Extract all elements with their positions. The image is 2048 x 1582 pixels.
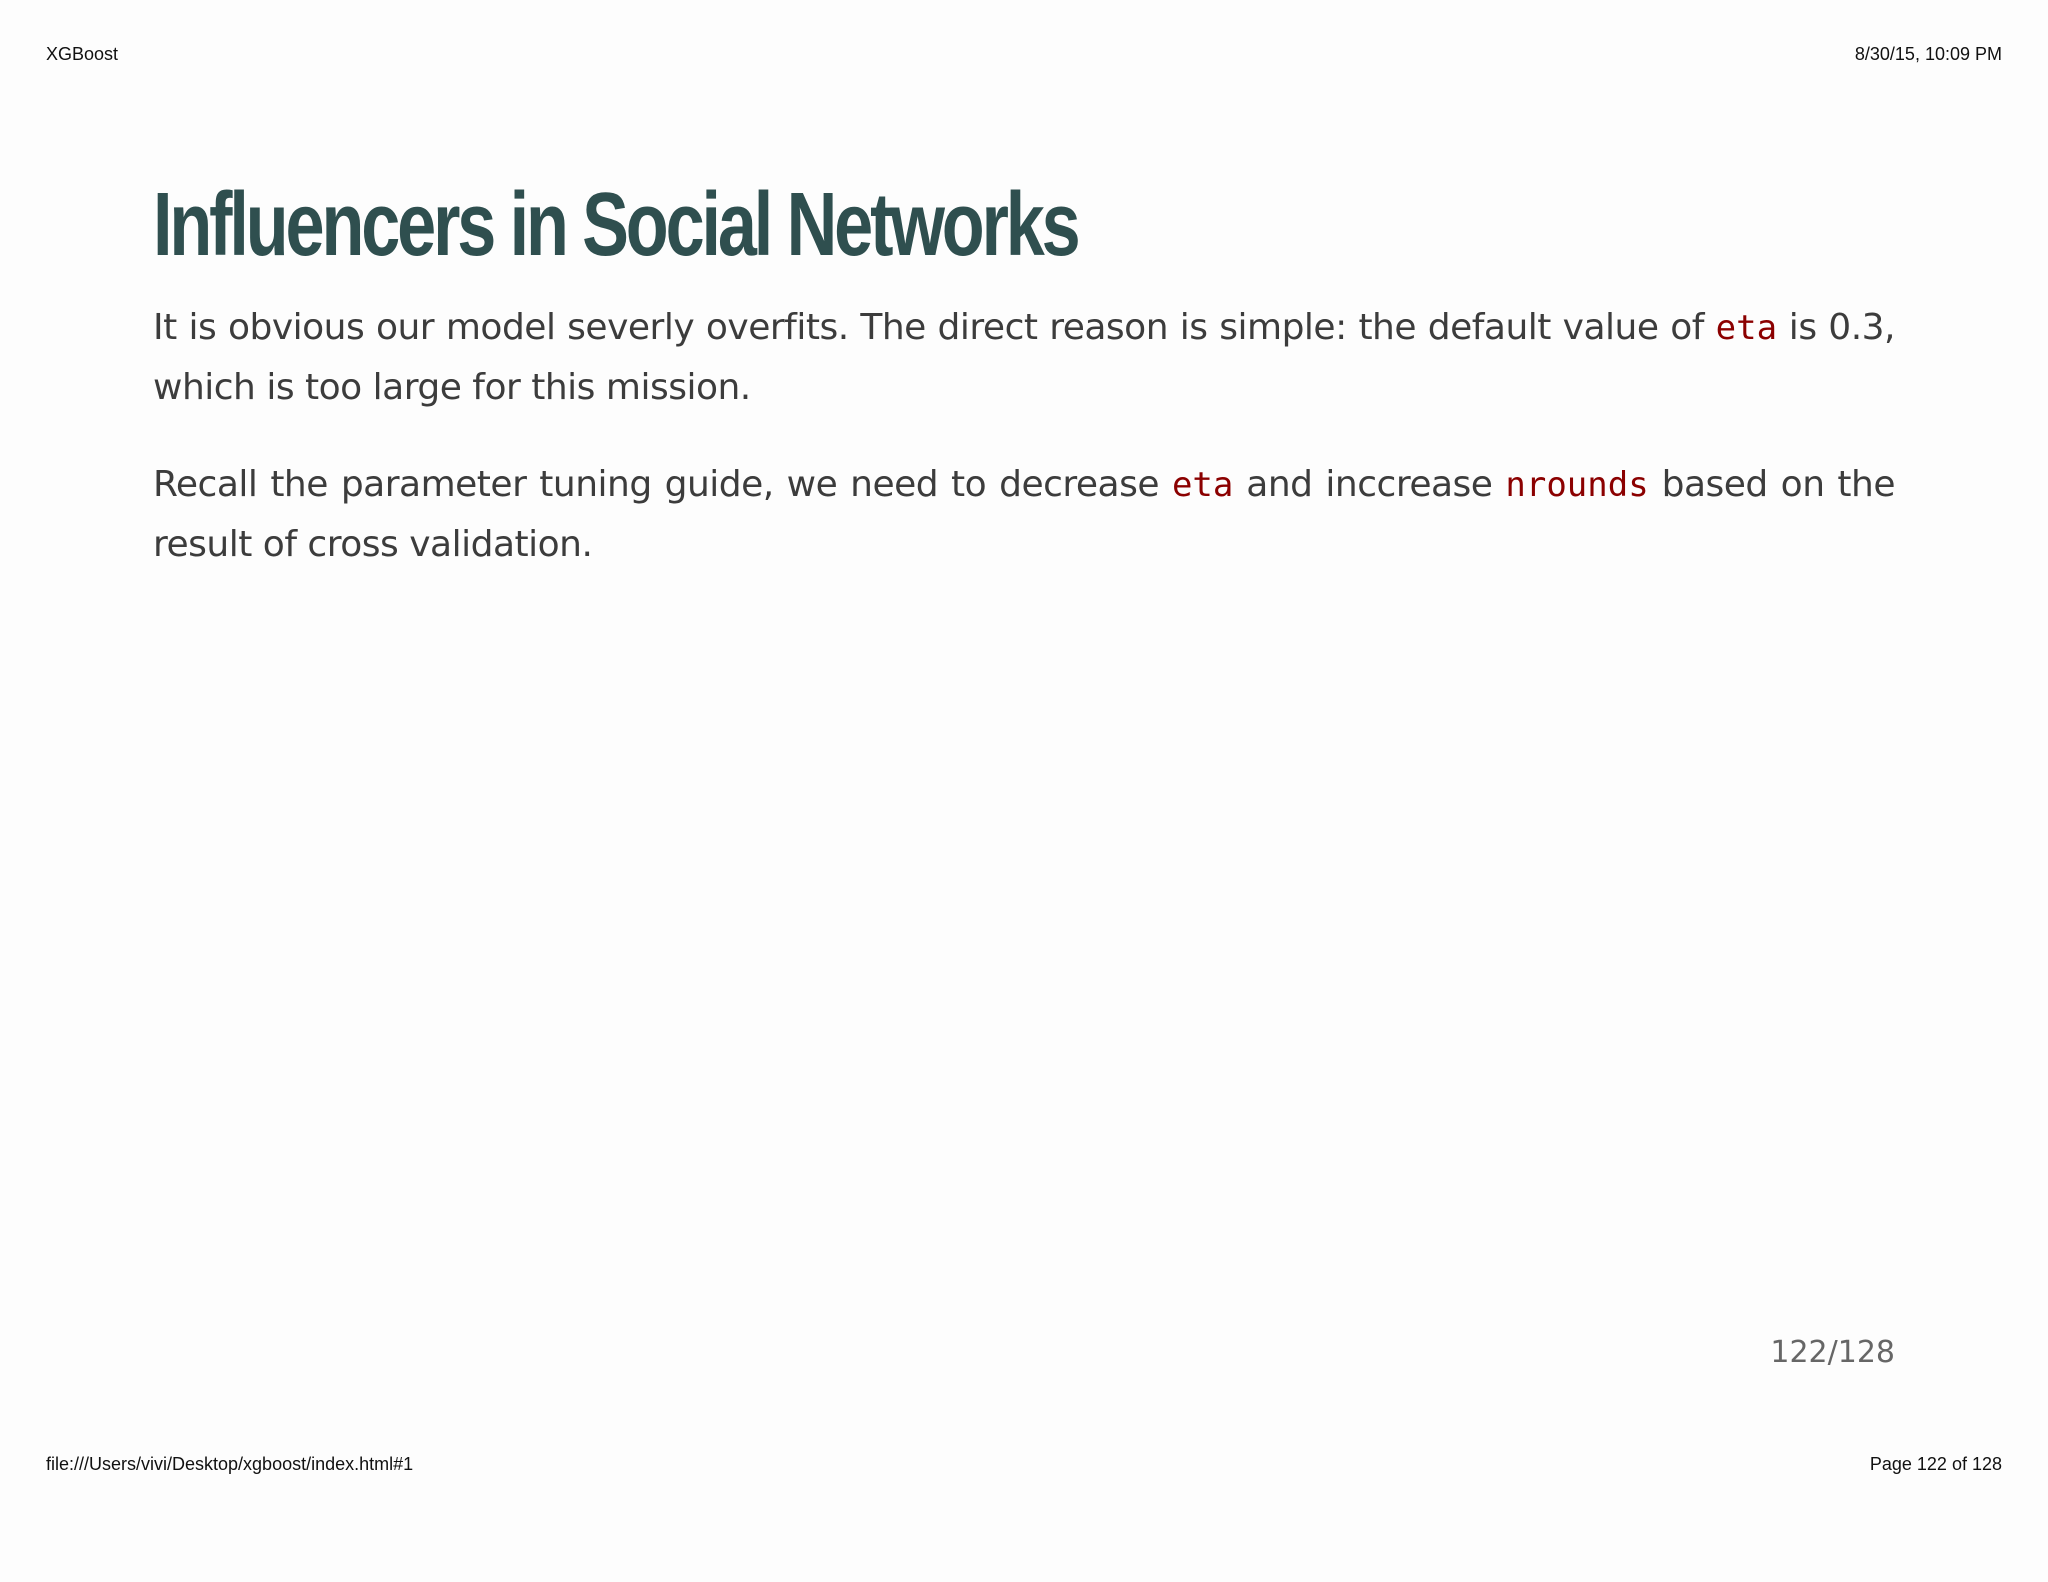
code-eta: eta: [1715, 308, 1778, 348]
slide-number: 122/128: [1770, 1335, 1895, 1370]
paragraph-text: based on the result of cross validation.: [153, 464, 1896, 565]
print-header-title: XGBoost: [46, 44, 119, 64]
paragraph-tuning: [153, 455, 1895, 575]
code-nrounds: nrounds: [1505, 465, 1649, 505]
print-footer-url: file:///Users/vivi/Desktop/xgboost/index.html#1: [46, 1454, 414, 1474]
paragraph-text: and inccrease: [1233, 464, 1506, 505]
code-eta: eta: [1171, 465, 1234, 505]
paragraph-overfit: [153, 298, 1895, 418]
print-header-timestamp: 8/30/15, 10:09 PM: [1854, 44, 2002, 64]
paragraph-text: Recall the parameter tuning guide, we need to decrease: [153, 464, 1172, 505]
paragraph-text: is 0.3, which is too large for this mission.: [153, 307, 1895, 408]
print-footer-page-count: Page 122 of 128: [1869, 1454, 2002, 1474]
paragraph-text: It is obvious our model severly overfits. The direct reason is simple: the default value of: [153, 307, 1716, 348]
slide-content: [153, 175, 1896, 575]
slide-title: Influencers in Social Networks: [153, 175, 1078, 275]
